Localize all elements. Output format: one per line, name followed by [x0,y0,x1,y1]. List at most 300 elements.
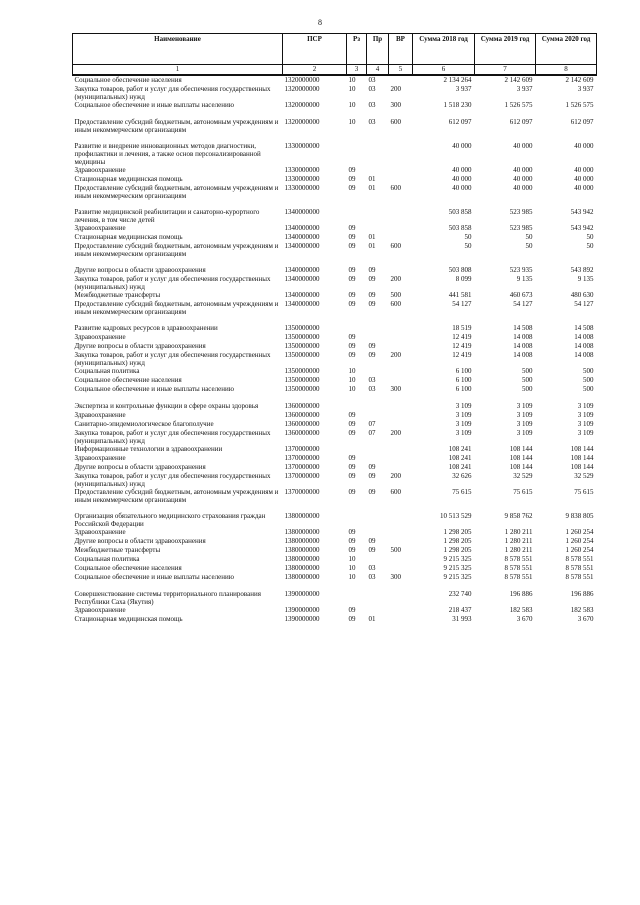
cell-vr [389,463,413,472]
cell-sum-2018: 40 000 [452,184,472,192]
cell-rz: 10 [348,385,356,393]
cell-sum-2018: 54 127 [452,300,472,308]
table-row [73,75,597,85]
cell-name: Развитие и внедрение инновационных методов диагностики, профилактики и лечения, а также основ персонализированной медицины [74,142,261,166]
cell-sum-2018: 218 437 [448,606,472,614]
table-row [73,463,597,472]
cell-sum-2020: 75 615 [574,488,594,496]
cell-pr: 07 [368,429,376,437]
cell-sum-2018: 1 298 205 [443,528,472,536]
cell-rz [347,512,367,528]
cell-pr [367,166,389,175]
cell-sum-2018: 9 215 325 [443,564,472,572]
cell-name: Здравоохранение [74,528,126,536]
cell-name: Здравоохранение [74,333,126,341]
cell-sum-2020: 3 109 [577,429,594,437]
cell-sum-2018: 2 134 264 [443,76,472,84]
cell-pr [367,512,389,528]
cell-sum-2020: 1 260 254 [565,528,594,536]
header-sum-2020: Сумма 2020 год [536,34,597,65]
cell-pr: 03 [368,85,376,93]
cell-psr: 1350000000 [284,367,320,375]
cell-rz: 09 [348,351,356,359]
table-row [73,342,597,351]
cell-vr [389,420,413,429]
cell-sum-2018: 50 [464,233,472,241]
spacer-row [73,134,597,142]
cell-vr [389,537,413,546]
cell-vr [389,402,413,411]
header-rz: Рз [347,34,367,65]
cell-name: Информационные технологии в здравоохранении [74,445,223,453]
cell-vr [389,590,413,606]
table-row [73,367,597,376]
cell-sum-2018: 441 581 [448,291,472,299]
cell-vr: 600 [390,488,401,496]
cell-vr: 300 [390,573,401,581]
table-row [73,166,597,175]
cell-sum-2018: 108 241 [448,463,472,471]
cell-name: Социальное обеспечение и иные выплаты населению [74,573,234,581]
cell-psr: 1390000000 [284,606,320,614]
cell-sum-2018: 1 298 205 [443,546,472,554]
cell-pr: 09 [368,342,376,350]
header-pr: Пр [367,34,389,65]
cell-sum-2020: 40 000 [574,142,594,150]
cell-name: Другие вопросы в области здравоохранения [74,266,206,274]
cell-sum-2018: 108 241 [448,454,472,462]
cell-psr: 1380000000 [284,555,320,563]
cell-rz: 10 [348,564,356,572]
cell-pr [367,208,389,224]
cell-vr: 200 [390,472,401,480]
cell-sum-2020: 8 578 551 [565,573,594,581]
cell-sum-2020: 500 [583,385,594,393]
cell-psr: 1330000000 [284,184,320,192]
cell-sum-2020: 1 260 254 [565,537,594,545]
cell-vr [389,615,413,624]
cell-name: Предоставление субсидий бюджетным, автономным учреждениям и иным некоммерческим организациям [74,242,279,258]
cell-name: Развитие медицинской реабилитации и санаторно-курортного лечения, в том числе детей [74,208,260,224]
table-row [73,454,597,463]
cell-vr [389,208,413,224]
header-psr: ПСР [283,34,347,65]
header-vr: ВР [389,34,413,65]
table-row [73,266,597,275]
cell-sum-2019: 612 097 [509,118,533,126]
cell-vr [389,324,413,333]
table-row [73,606,597,615]
cell-name: Социальная политика [74,367,140,375]
cell-sum-2018: 9 215 325 [443,555,472,563]
table-row [73,333,597,342]
cell-pr [367,606,389,615]
cell-sum-2018: 108 241 [448,445,472,453]
cell-rz: 09 [348,275,356,283]
cell-name: Предоставление субсидий бюджетным, автономным учреждениям и иным некоммерческим организациям [74,300,279,316]
cell-sum-2019: 50 [525,233,533,241]
cell-pr: 03 [368,101,376,109]
cell-psr: 1370000000 [284,445,320,453]
cell-sum-2020: 9 135 [577,275,594,283]
table-header-row [73,34,597,65]
cell-vr [389,606,413,615]
table-row [73,376,597,385]
table-row [73,275,597,291]
cell-psr: 1340000000 [284,242,320,250]
cell-rz [347,324,367,333]
cell-rz: 09 [348,420,356,428]
cell-sum-2018: 12 419 [452,333,472,341]
spacer-row [73,394,597,402]
cell-vr: 200 [390,275,401,283]
cell-pr: 07 [368,420,376,428]
cell-sum-2019: 1 280 211 [504,528,533,536]
cell-name: Социальное обеспечение населения [74,76,182,84]
table-row [73,512,597,528]
cell-pr [367,324,389,333]
cell-vr [389,142,413,166]
cell-sum-2019: 500 [522,367,533,375]
spacer-cell [73,316,597,324]
cell-sum-2019: 182 583 [509,606,533,614]
cell-sum-2020: 1 526 575 [565,101,594,109]
cell-rz: 09 [348,537,356,545]
cell-rz: 09 [348,463,356,471]
cell-rz: 09 [348,291,356,299]
budget-table [72,33,597,624]
cell-vr [389,376,413,385]
cell-sum-2018: 3 109 [455,429,472,437]
cell-sum-2020: 32 529 [574,472,594,480]
cell-sum-2019: 196 886 [509,590,533,598]
cell-sum-2019: 3 670 [516,615,533,623]
cell-name: Закупка товаров, работ и услуг для обеспечения государственных (муниципальных) нужд [74,429,271,445]
cell-sum-2018: 503 858 [448,224,472,232]
cell-sum-2020: 543 892 [570,266,594,274]
cell-sum-2020: 14 008 [574,342,594,350]
cell-psr: 1380000000 [284,546,320,554]
cell-vr [389,333,413,342]
cell-pr: 03 [368,376,376,384]
table-row [73,175,597,184]
cell-sum-2020: 108 144 [570,463,594,471]
cell-pr: 09 [368,463,376,471]
cell-vr [389,454,413,463]
cell-sum-2018: 6 100 [455,376,472,384]
cell-rz: 09 [348,454,356,462]
spacer-cell [73,258,597,266]
cell-psr: 1380000000 [284,564,320,572]
cell-name: Предоставление субсидий бюджетным, автономным учреждениям и иным некоммерческим организациям [74,488,279,504]
cell-sum-2018: 3 937 [455,85,472,93]
cell-name: Другие вопросы в области здравоохранения [74,537,206,545]
cell-vr [389,166,413,175]
spacer-cell [73,134,597,142]
spacer-row [73,110,597,118]
cell-psr: 1330000000 [284,142,320,150]
cell-vr: 300 [390,101,401,109]
table-row [73,411,597,420]
cell-rz: 09 [348,488,356,496]
column-number: 7 [475,65,536,76]
cell-rz: 09 [348,233,356,241]
cell-name: Стационарная медицинская помощь [74,175,183,183]
cell-vr: 200 [390,429,401,437]
cell-rz: 09 [348,224,356,232]
table-row [73,445,597,454]
cell-sum-2019: 40 000 [513,142,533,150]
cell-name: Развитие кадровых ресурсов в здравоохранении [74,324,218,332]
cell-sum-2020: 8 578 551 [565,555,594,563]
cell-rz: 09 [348,606,356,614]
table-row [73,555,597,564]
cell-sum-2019: 500 [522,376,533,384]
cell-pr: 09 [368,351,376,359]
table-row [73,573,597,582]
cell-psr: 1330000000 [284,166,320,174]
cell-rz: 09 [348,342,356,350]
cell-pr: 09 [368,300,376,308]
cell-psr: 1350000000 [284,324,320,332]
spacer-cell [73,582,597,590]
cell-rz: 09 [348,242,356,250]
table-row [73,233,597,242]
cell-vr [389,555,413,564]
cell-sum-2020: 2 142 609 [565,76,594,84]
column-number: 5 [389,65,413,76]
cell-name: Другие вопросы в области здравоохранения [74,463,206,471]
cell-name: Социальная политика [74,555,140,563]
spacer-cell [73,504,597,512]
table-row [73,118,597,134]
cell-sum-2019: 3 937 [516,85,533,93]
cell-sum-2019: 50 [525,242,533,250]
cell-pr: 09 [368,546,376,554]
cell-sum-2018: 503 858 [448,208,472,216]
cell-name: Здравоохранение [74,411,126,419]
table-row [73,546,597,555]
cell-pr: 01 [368,242,376,250]
cell-vr [389,564,413,573]
cell-psr: 1360000000 [284,420,320,428]
spacer-row [73,258,597,266]
table-row [73,324,597,333]
cell-sum-2020: 14 508 [574,324,594,332]
cell-pr [367,454,389,463]
cell-sum-2019: 8 578 551 [504,555,533,563]
cell-psr: 1340000000 [284,300,320,308]
cell-sum-2019: 523 935 [509,266,533,274]
cell-vr [389,75,413,85]
cell-name: Организация обязательного медицинского страхования граждан Российской Федерации [74,512,266,528]
cell-sum-2019: 2 142 609 [504,76,533,84]
table-row [73,300,597,316]
table-row [73,242,597,258]
cell-psr: 1380000000 [284,512,320,520]
cell-vr: 300 [390,385,401,393]
cell-psr: 1340000000 [284,275,320,283]
cell-sum-2019: 9 858 762 [504,512,533,520]
cell-name: Здравоохранение [74,606,126,614]
cell-name: Предоставление субсидий бюджетным, автономным учреждениям и иным некоммерческим организациям [74,184,279,200]
cell-sum-2018: 8 099 [455,275,472,283]
cell-sum-2019: 523 985 [509,224,533,232]
cell-sum-2018: 1 298 205 [443,537,472,545]
cell-sum-2019: 40 000 [513,166,533,174]
cell-psr: 1340000000 [284,266,320,274]
cell-name: Закупка товаров, работ и услуг для обеспечения государственных (муниципальных) нужд [74,351,271,367]
cell-sum-2019: 54 127 [513,300,533,308]
cell-vr: 200 [390,85,401,93]
cell-pr [367,367,389,376]
cell-sum-2020: 3 109 [577,402,594,410]
table-row [73,402,597,411]
cell-psr: 1370000000 [284,463,320,471]
cell-sum-2019: 108 144 [509,454,533,462]
cell-sum-2019: 460 673 [509,291,533,299]
cell-name: Межбюджетные трансферты [74,546,161,554]
cell-name: Межбюджетные трансферты [74,291,161,299]
cell-vr [389,266,413,275]
table-row [73,184,597,200]
cell-sum-2020: 50 [586,242,594,250]
cell-psr: 1350000000 [284,385,320,393]
cell-pr [367,224,389,233]
table-row [73,224,597,233]
cell-name: Здравоохранение [74,454,126,462]
cell-sum-2020: 500 [583,376,594,384]
cell-psr: 1320000000 [284,85,320,93]
cell-sum-2019: 500 [522,385,533,393]
header-sum-2019: Сумма 2019 год [475,34,536,65]
spacer-cell [73,200,597,208]
cell-pr [367,590,389,606]
cell-sum-2019: 32 529 [513,472,533,480]
cell-rz: 10 [348,555,356,563]
cell-name: Социальное обеспечение и иные выплаты населению [74,385,234,393]
cell-rz [347,142,367,166]
cell-sum-2019: 14 508 [513,324,533,332]
spacer-row [73,582,597,590]
cell-rz: 09 [348,429,356,437]
cell-rz: 09 [348,615,356,623]
table-row [73,537,597,546]
cell-pr: 09 [368,537,376,545]
cell-sum-2018: 50 [464,242,472,250]
cell-sum-2018: 6 100 [455,385,472,393]
cell-pr: 09 [368,275,376,283]
cell-psr: 1320000000 [284,118,320,126]
cell-psr: 1380000000 [284,528,320,536]
cell-name: Совершенствование системы территориального планирования Республики Саха (Якутия) [74,590,261,606]
cell-psr: 1340000000 [284,233,320,241]
cell-sum-2018: 1 518 230 [443,101,472,109]
table-row [73,208,597,224]
cell-pr: 01 [368,175,376,183]
cell-name: Социальное обеспечение населения [74,376,182,384]
cell-sum-2020: 8 578 551 [565,564,594,572]
cell-sum-2019: 8 578 551 [504,564,533,572]
cell-sum-2019: 40 000 [513,184,533,192]
cell-psr: 1360000000 [284,411,320,419]
cell-vr [389,445,413,454]
cell-sum-2020: 480 630 [570,291,594,299]
cell-sum-2018: 75 615 [452,488,472,496]
cell-vr: 600 [390,300,401,308]
cell-rz: 10 [348,101,356,109]
cell-name: Стационарная медицинская помощь [74,615,183,623]
spacer-row [73,504,597,512]
cell-sum-2018: 10 513 529 [440,512,472,520]
cell-rz: 09 [348,472,356,480]
cell-rz [347,590,367,606]
table-row [73,351,597,367]
cell-sum-2018: 40 000 [452,142,472,150]
cell-vr: 500 [390,291,401,299]
cell-psr: 1360000000 [284,402,320,410]
cell-name: Социальное обеспечение и иные выплаты населению [74,101,234,109]
cell-sum-2020: 14 008 [574,351,594,359]
cell-sum-2020: 543 942 [570,224,594,232]
cell-psr: 1380000000 [284,537,320,545]
table-row [73,488,597,504]
cell-psr: 1360000000 [284,429,320,437]
cell-sum-2018: 3 109 [455,420,472,428]
cell-sum-2018: 232 740 [448,590,472,598]
header-sum-2018: Сумма 2018 год [413,34,475,65]
cell-rz: 09 [348,528,356,536]
cell-psr: 1340000000 [284,208,320,216]
cell-sum-2018: 3 109 [455,411,472,419]
cell-rz: 09 [348,300,356,308]
cell-sum-2020: 54 127 [574,300,594,308]
table-row [73,590,597,606]
cell-name: Другие вопросы в области здравоохранения [74,342,206,350]
cell-sum-2018: 12 419 [452,351,472,359]
cell-sum-2020: 3 109 [577,411,594,419]
column-number: 6 [413,65,475,76]
cell-sum-2020: 9 838 805 [565,512,594,520]
cell-pr: 03 [368,118,376,126]
cell-psr: 1320000000 [284,76,320,84]
cell-sum-2018: 3 109 [455,402,472,410]
cell-vr: 200 [390,351,401,359]
cell-sum-2019: 14 008 [513,351,533,359]
cell-psr: 1330000000 [284,175,320,183]
cell-pr [367,142,389,166]
cell-psr: 1340000000 [284,224,320,232]
cell-name: Здравоохранение [74,224,126,232]
cell-psr: 1320000000 [284,101,320,109]
table-row [73,615,597,624]
cell-sum-2019: 3 109 [516,420,533,428]
column-number: 8 [536,65,597,76]
cell-name: Социальное обеспечение населения [74,564,182,572]
cell-sum-2019: 108 144 [509,445,533,453]
cell-rz: 09 [348,411,356,419]
header-name: Наименование [73,34,283,65]
cell-rz: 10 [348,367,356,375]
cell-sum-2020: 3 670 [577,615,594,623]
cell-rz: 09 [348,175,356,183]
table-row [73,85,597,101]
table-row [73,385,597,394]
cell-sum-2020: 182 583 [570,606,594,614]
table-body [73,75,597,624]
cell-vr [389,411,413,420]
cell-vr: 600 [390,242,401,250]
